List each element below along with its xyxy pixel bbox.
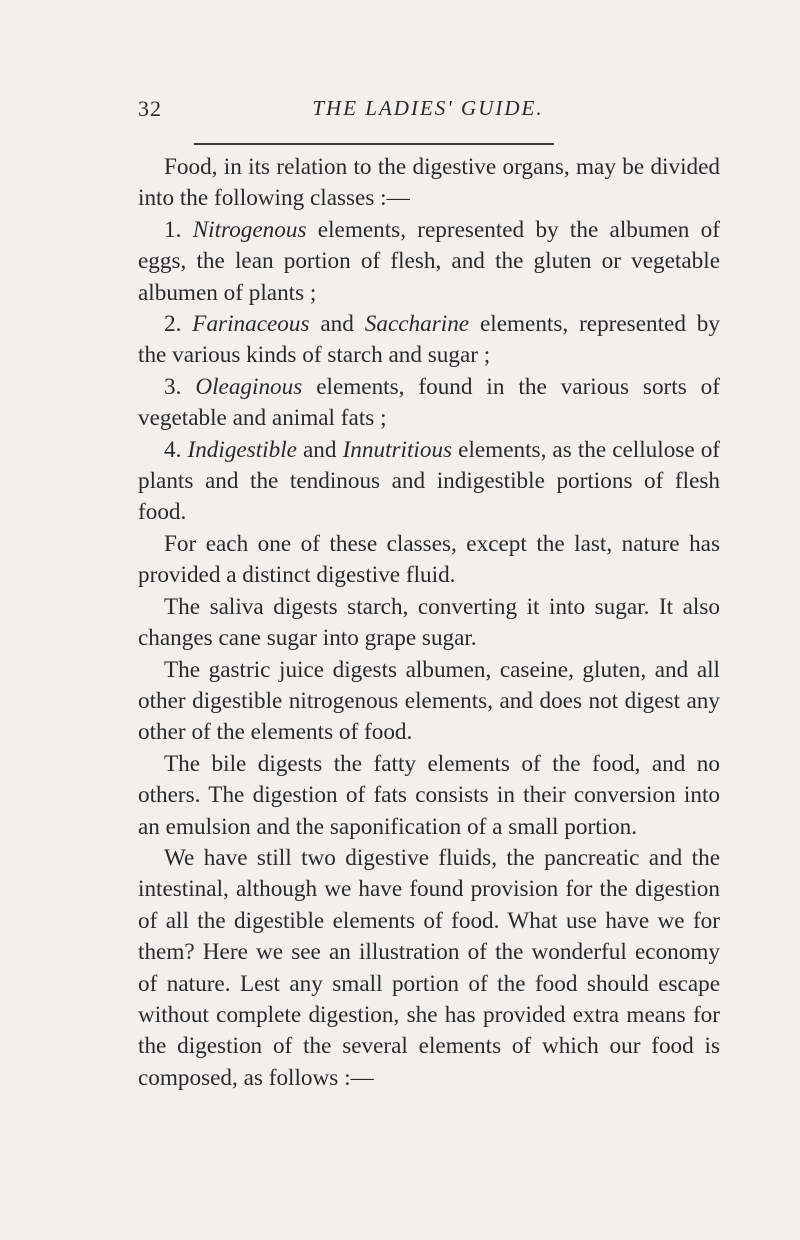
paragraph-bile: The bile digests the fatty elements of the food, and no others. The digestion of fats consists in their conversion into an emulsion and the saponification of a small portion. [138, 750, 720, 840]
class-2-number: 2. [164, 311, 182, 338]
term-farinaceous: Farinaceous [192, 311, 310, 338]
class-2-joiner: and [309, 311, 365, 338]
paragraph-economy-of-nature: We have still two digestive fluids, the pancreatic and the intestinal, although we have found provision for the digestion of all the digestible elements of food. What use have we for them? Here we see an illustration of the wonderful economy of nature. Lest any small portion of the food should escape without complete digestion, she has provided extra means for the digestion of the several elements of which our food is composed, as follows :— [138, 844, 720, 1091]
class-3-text: elements, found in the various sorts of vegetable and animal fats ; [138, 373, 720, 432]
paragraph-digestive-fluids: For each one of these classes, except the last, nature has provided a distinct digestive fluid. [138, 530, 720, 589]
term-saccharine: Saccharine [364, 311, 470, 338]
page-number: 32 [138, 96, 162, 121]
class-2-text: elements, represented by the various kinds of starch and sugar ; [138, 311, 720, 369]
paragraph-class-4 [138, 435, 720, 529]
term-innutritious: Innutritious [342, 436, 453, 463]
paragraph-gastric-juice: The gastric juice digests albumen, caseine, gluten, and all other digestible nitrogenous elements, and does not digest any other of the elements of food. [138, 656, 720, 746]
class-1-number: 1. [164, 216, 182, 243]
body-text [138, 152, 720, 1094]
paragraph-intro: Food, in its relation to the digestive organs, may be divided into the following classes :— [138, 154, 720, 212]
header-rule [194, 143, 554, 145]
running-title: THE LADIES' GUIDE. [312, 96, 544, 120]
term-nitrogenous: Nitrogenous [192, 216, 307, 243]
term-indigestible: Indigestible [187, 436, 297, 463]
paragraph-class-1 [138, 215, 720, 309]
class-3-number: 3. [164, 373, 182, 400]
class-4-text: elements, as the cellulose of plants and the tendinous and indigestible portions of flesh food. [138, 436, 721, 526]
paragraph-class-2 [138, 309, 720, 372]
term-oleaginous: Oleaginous [195, 373, 303, 400]
page-header [138, 90, 718, 140]
class-4-number: 4. [164, 436, 182, 463]
class-4-joiner: and [296, 436, 343, 463]
class-1-text: elements, represented by the albumen of eggs, the lean portion of flesh, and the gluten or vegetable albumen of plants ; [138, 216, 720, 306]
paragraph-class-3 [138, 372, 720, 435]
paragraph-saliva: The saliva digests starch, converting it into sugar. It also changes cane sugar into grape sugar. [138, 593, 720, 652]
